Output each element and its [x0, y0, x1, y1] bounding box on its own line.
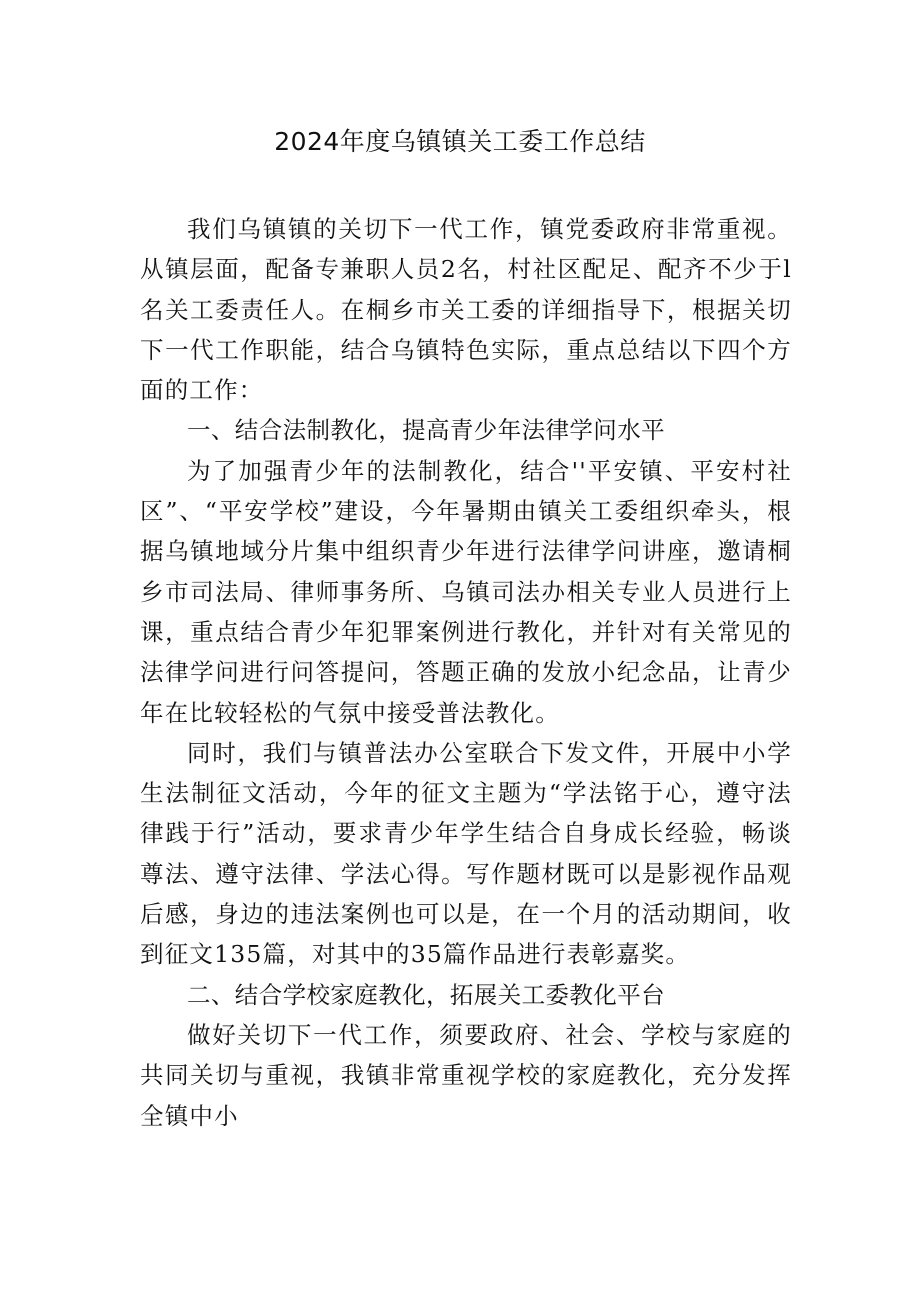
section-1-paragraph-2: 同时，我们与镇普法办公室联合下发文件，开展中小学生法制征文活动，今年的征文主题为“学法铭于心，遵守法律践于行”活动，要求青少年学生结合自身成长经验，畅谈尊法、遵守法律、学法心得。写作题材既可以是影视作品观后感，身边的违法案例也可以是，在一个月的活动期间，收到征文135篇，对其中的35篇作品进行表彰嘉奖。: [140, 738, 792, 969]
document-body: [140, 209, 792, 1136]
section-2-paragraph-1: 做好关切下一代工作，须要政府、社会、学校与家庭的共同关切与重视，我镇非常重视学校的家庭教化，充分发挥全镇中小: [140, 1020, 792, 1130]
section-1-paragraph-1: 为了加强青少年的法制教化，结合''平安镇、平安村社区”、“平安学校”建设，今年暑期由镇关工委组织牵头，根据乌镇地域分片集中组织青少年进行法律学问讲座，邀请桐乡市司法局、律师事务所、乌镇司法办相关专业人员进行上课，重点结合青少年犯罪案例进行教化，并针对有关常见的法律学问进行问答提问，答题正确的发放小纪念品，让青少年在比较轻松的气氛中接受普法教化。: [140, 456, 792, 727]
section-heading-1: 一、结合法制教化，提高青少年法律学问水平: [187, 416, 665, 445]
intro-paragraph: 我们乌镇镇的关切下一代工作，镇党委政府非常重视。从镇层面，配备专兼职人员2名，村社区配足、配齐不少于l名关工委责任人。在桐乡市关工委的详细指导下，根据关切下一代工作职能，结合乌镇特色实际，重点总结以下四个方面的工作：: [140, 215, 792, 405]
section-heading-2: 二、结合学校家庭教化，拓展关工委教化平台: [187, 980, 665, 1009]
document-title: 2024年度乌镇镇关工委工作总结: [274, 127, 646, 156]
